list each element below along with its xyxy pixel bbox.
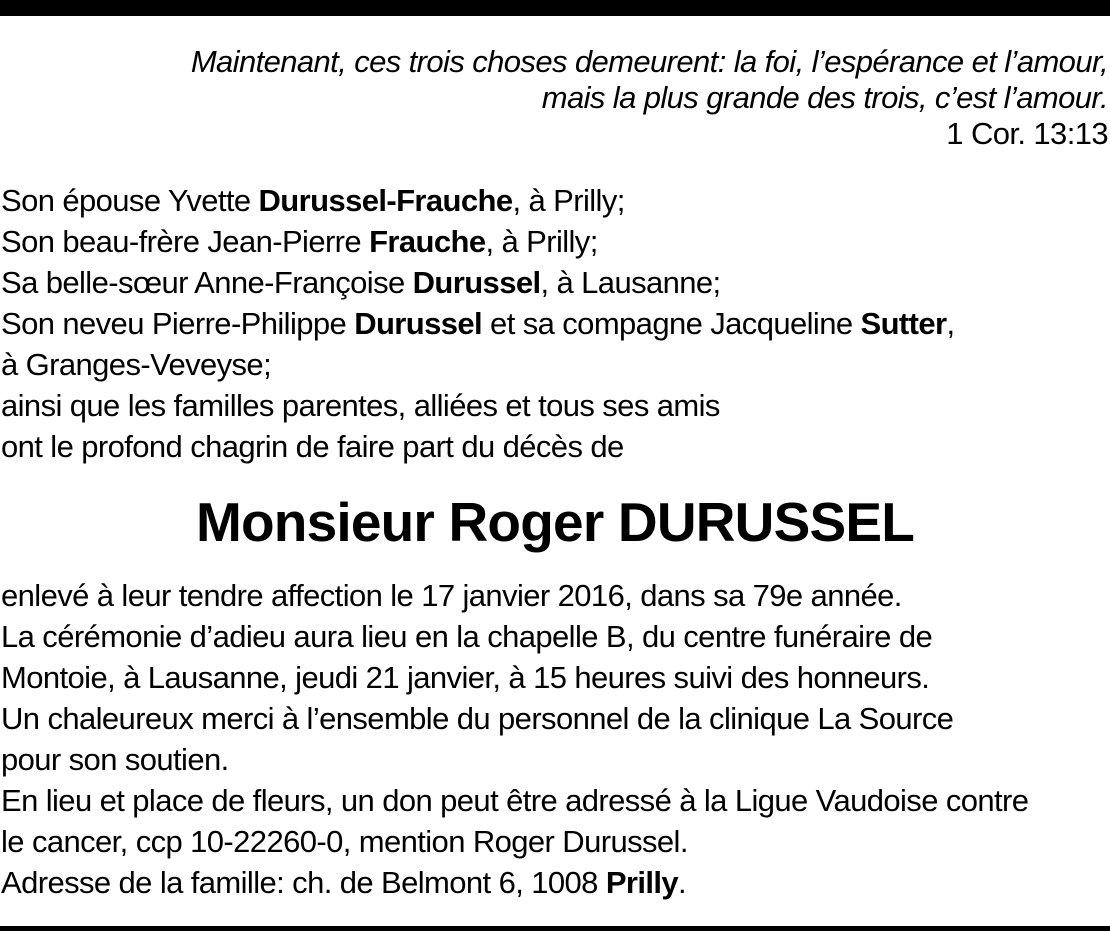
notice-line: Montoie, à Lausanne, jeudi 21 janvier, à 15 heures suivi des honneurs. (1, 660, 930, 695)
bottom-border-rule (0, 926, 1110, 931)
family-name: Durussel (354, 306, 483, 341)
text-span: , à Lausanne; (540, 265, 721, 300)
text-span: Sa belle-sœur Anne-Françoise (1, 265, 413, 300)
text-span: Son neveu Pierre-Philippe (1, 306, 355, 341)
top-border-rule (0, 0, 1110, 16)
epigraph-line-2: mais la plus grande des trois, c’est l’amour. (541, 80, 1108, 115)
notice-line: le cancer, ccp 10-22260-0, mention Roger Durussel. (1, 824, 688, 859)
epigraph-line-1: Maintenant, ces trois choses demeurent: la foi, l’espérance et l’amour, (190, 44, 1108, 79)
text-span: , à Prilly; (512, 183, 625, 218)
family-line (1, 221, 1109, 262)
text-span: . (678, 865, 687, 900)
text-span: Adresse de la famille: ch. de Belmont 6, 1008 (1, 865, 606, 900)
family-line: ainsi que les familles parentes, alliées et tous ses amis (1, 388, 720, 423)
family-name: Frauche (369, 224, 486, 259)
notice-line: La cérémonie d’adieu aura lieu en la chapelle B, du centre funéraire de (1, 619, 933, 654)
notice-line: Un chaleureux merci à l’ensemble du personnel de la clinique La Source (1, 701, 954, 736)
family-line (1, 262, 1109, 303)
bible-epigraph (8, 44, 1108, 152)
notice-line: enlevé à leur tendre affection le 17 janvier 2016, dans sa 79e année. (1, 578, 902, 613)
family-address-city: Prilly (605, 865, 679, 900)
notice-line (1, 862, 1109, 903)
family-name: Sutter (860, 306, 947, 341)
family-name: Durussel (412, 265, 541, 300)
family-line: ont le profond chagrin de faire part du décès de (1, 429, 624, 464)
notice-body (1, 575, 1109, 903)
notice-line: En lieu et place de fleurs, un don peut être adressé à la Ligue Vaudoise contre (1, 783, 1029, 818)
text-span: Son beau-frère Jean-Pierre (1, 224, 370, 259)
family-name: Durussel-Frauche (258, 183, 513, 218)
family-line: à Granges-Veveyse; (1, 347, 272, 382)
text-span: Son épouse Yvette (1, 183, 259, 218)
family-line (1, 180, 1109, 221)
notice-line: pour son soutien. (1, 742, 229, 777)
text-span: et sa compagne Jacqueline (482, 306, 861, 341)
deceased-name-heading: Monsieur Roger DURUSSEL (195, 491, 915, 553)
family-line (1, 303, 1109, 344)
epigraph-reference: 1 Cor. 13:13 (946, 116, 1108, 151)
text-span: , (946, 306, 955, 341)
text-span: , à Prilly; (485, 224, 598, 259)
family-announcement (1, 180, 1109, 467)
